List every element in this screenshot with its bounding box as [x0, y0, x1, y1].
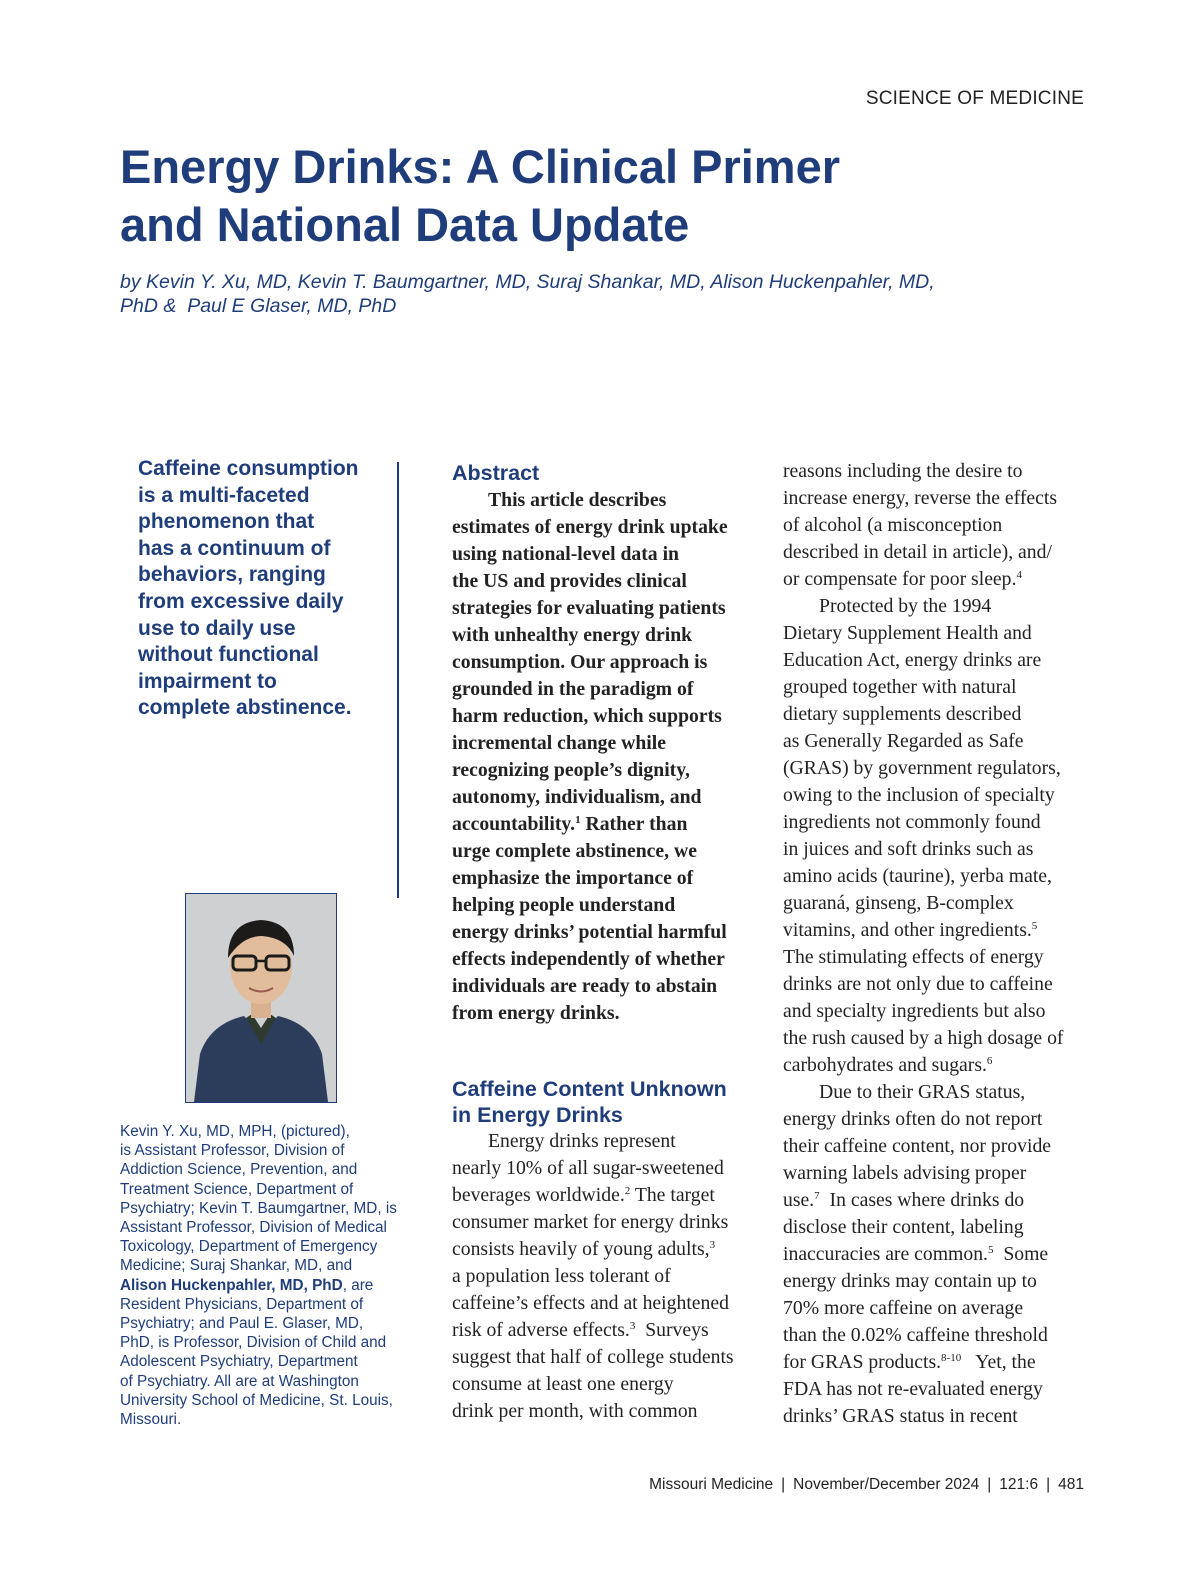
citation-ref: 6 — [986, 1055, 993, 1067]
title-line: and National Data Update — [120, 198, 690, 251]
pull-quote-line: without functional — [138, 643, 319, 667]
body-line: of alcohol (a misconception — [783, 514, 1003, 536]
body-line — [452, 1236, 752, 1263]
body-text: Yet, the — [961, 1351, 1036, 1373]
body-text: consists heavily of young adults, — [452, 1238, 710, 1260]
body-line: the rush caused by a high dosage of — [783, 1027, 1064, 1049]
section-heading-line: Caffeine Content Unknown — [452, 1077, 727, 1101]
body-line: owing to the inclusion of specialty — [783, 784, 1055, 806]
bio-line: Adolescent Psychiatry, Department — [120, 1353, 358, 1371]
body-line: consumer market for energy drinks — [452, 1211, 729, 1233]
title-line: Energy Drinks: A Clinical Primer — [120, 140, 841, 193]
body-line: a population less tolerant of — [452, 1265, 671, 1287]
pull-quote-line: has a continuum of — [138, 536, 331, 560]
bio-line: Kevin Y. Xu, MD, MPH, (pictured), — [120, 1123, 350, 1140]
body-line: dietary supplements described — [783, 703, 1022, 725]
bio-line: Psychiatry; and Paul E. Glaser, MD, — [120, 1315, 364, 1333]
footer-volume: 121:6 — [999, 1476, 1039, 1493]
body-line: nearly 10% of all sugar-sweetened — [452, 1157, 724, 1179]
body-line — [783, 566, 1093, 593]
bio-line — [120, 1276, 432, 1295]
bio-text: , are — [342, 1276, 374, 1294]
body-text: risk of adverse effects. — [452, 1319, 630, 1341]
author-bio — [120, 1122, 432, 1429]
body-line: Dietary Supplement Health and — [783, 622, 1032, 644]
citation-ref: 3 — [629, 1320, 636, 1332]
body-line: (GRAS) by government regulators, — [783, 757, 1061, 779]
pull-quote-line: impairment to — [138, 669, 277, 693]
section-heading-line: in Energy Drinks — [452, 1103, 623, 1127]
byline-line: PhD & Paul E Glaser, MD, PhD — [120, 295, 397, 317]
body-line — [783, 1349, 1093, 1376]
body-line: drinks’ GRAS status in recent — [783, 1405, 1018, 1427]
body-line: their caffeine content, nor provide — [783, 1135, 1052, 1157]
body-line: than the 0.02% caffeine threshold — [783, 1324, 1048, 1346]
body-line: drink per month, with common — [452, 1400, 698, 1422]
body-line: in juices and soft drinks such as — [783, 838, 1034, 860]
abstract-line: estimates of energy drink uptake — [452, 516, 728, 538]
abstract-line: recognizing people’s dignity, — [452, 759, 690, 781]
body-line: caffeine’s effects and at heightened — [452, 1292, 729, 1314]
abstract-body — [452, 487, 752, 1027]
citation-ref: 3 — [709, 1239, 716, 1251]
abstract-line: emphasize the importance of — [452, 867, 694, 889]
abstract-line: autonomy, individualism, and — [452, 786, 702, 808]
body-line: energy drinks often do not report — [783, 1108, 1043, 1130]
body-line — [783, 917, 1093, 944]
abstract-text: accountability. — [452, 813, 576, 835]
pull-quote-line: from excessive daily — [138, 589, 344, 613]
body-line: ingredients not commonly found — [783, 811, 1041, 833]
bio-line: PhD, is Professor, Division of Child and — [120, 1334, 387, 1352]
abstract-line: individuals are ready to abstain — [452, 975, 718, 997]
bio-line: Missouri. — [120, 1411, 182, 1429]
article-title — [120, 138, 1020, 254]
section-label: SCIENCE OF MEDICINE — [865, 88, 1084, 109]
byline — [120, 270, 1040, 318]
body-line: described in detail in article), and/ — [783, 541, 1052, 563]
bio-line: Medicine; Suraj Shankar, MD, and — [120, 1257, 353, 1275]
body-line: disclose their content, labeling — [783, 1216, 1024, 1238]
abstract-line: with unhealthy energy drink — [452, 624, 693, 646]
body-text: for GRAS products. — [783, 1351, 942, 1373]
bio-line: Treatment Science, Department of — [120, 1180, 354, 1198]
section-heading — [452, 1076, 752, 1128]
citation-ref: 4 — [1016, 569, 1022, 581]
pull-quote-line: complete abstinence. — [138, 696, 352, 720]
page-footer — [649, 1476, 1084, 1494]
body-text: carbohydrates and sugars. — [783, 1054, 987, 1076]
body-line: energy drinks may contain up to — [783, 1270, 1037, 1292]
author-portrait-icon — [186, 894, 336, 1102]
body-text: beverages worldwide. — [452, 1184, 625, 1206]
body-line — [452, 1317, 752, 1344]
body-line: reasons including the desire to — [783, 460, 1023, 482]
abstract-line — [452, 811, 752, 838]
footer-separator: | — [987, 1476, 992, 1493]
abstract-line: effects independently of whether — [452, 948, 725, 970]
body-text: Some — [993, 1243, 1049, 1265]
citation-ref: 8-10 — [941, 1352, 962, 1364]
body-line — [783, 1187, 1093, 1214]
pull-quote-line: behaviors, ranging — [138, 563, 326, 587]
footer-issue-date: November/December 2024 — [793, 1476, 980, 1493]
citation-ref: 7 — [814, 1190, 820, 1202]
body-text: or compensate for poor sleep. — [783, 568, 1017, 590]
abstract-heading: Abstract — [452, 461, 540, 485]
pull-quote-divider — [397, 462, 399, 898]
citation-ref: 5 — [987, 1244, 994, 1256]
bio-line: Addiction Science, Prevention, and — [120, 1161, 358, 1179]
body-line: 70% more caffeine on average — [783, 1297, 1024, 1319]
body-line: guaraná, ginseng, B-complex — [783, 892, 1014, 914]
abstract-line: harm reduction, which supports — [452, 705, 722, 727]
citation-ref: 2 — [624, 1185, 631, 1197]
middle-column — [452, 460, 752, 1425]
body-text: The target — [630, 1184, 715, 1206]
body-line: FDA has not re-evaluated energy — [783, 1378, 1043, 1400]
section-body — [452, 1128, 752, 1425]
byline-line: by Kevin Y. Xu, MD, Kevin T. Baumgartner, MD, Suraj Shankar, MD, Alison Huckenpahler, MD, — [120, 271, 935, 293]
body-line: warning labels advising proper — [783, 1162, 1027, 1184]
body-line: as Generally Regarded as Safe — [783, 730, 1024, 752]
pull-quote-line: phenomenon that — [138, 510, 315, 534]
body-line: suggest that half of college students — [452, 1346, 734, 1368]
body-line — [783, 1052, 1093, 1079]
author-photo — [185, 893, 337, 1103]
footer-journal: Missouri Medicine — [649, 1476, 774, 1493]
abstract-line: the US and provides clinical — [452, 570, 687, 592]
body-text: In cases where drinks do — [819, 1189, 1025, 1211]
body-line: Protected by the 1994 — [819, 595, 992, 617]
body-line — [452, 1182, 752, 1209]
bio-line: University School of Medicine, St. Louis, — [120, 1391, 393, 1409]
body-text: vitamins, and other ingredients. — [783, 919, 1032, 941]
body-text: use. — [783, 1189, 815, 1211]
abstract-line: from energy drinks. — [452, 1002, 620, 1024]
bio-line: Toxicology, Department of Emergency — [120, 1238, 378, 1256]
body-line: The stimulating effects of energy — [783, 946, 1044, 968]
bio-line: is Assistant Professor, Division of — [120, 1142, 345, 1160]
abstract-line: urge complete abstinence, we — [452, 840, 697, 862]
abstract-text: Rather than — [580, 813, 688, 835]
body-line: Education Act, energy drinks are — [783, 649, 1042, 671]
footer-page-number: 481 — [1058, 1476, 1084, 1493]
bio-bold-name: Alison Huckenpahler, MD, PhD — [120, 1276, 343, 1294]
pull-quote-line: Caffeine consumption — [138, 457, 359, 480]
abstract-line: using national-level data in — [452, 543, 679, 565]
pull-quote — [138, 456, 388, 722]
abstract-line: strategies for evaluating patients — [452, 597, 726, 619]
abstract-line: grounded in the paradigm of — [452, 678, 694, 700]
body-line: grouped together with natural — [783, 676, 1017, 698]
abstract-line: helping people understand — [452, 894, 676, 916]
abstract-line: This article describes — [488, 489, 667, 511]
bio-line: Psychiatry; Kevin T. Baumgartner, MD, is — [120, 1199, 397, 1217]
abstract-line: energy drinks’ potential harmful — [452, 921, 727, 943]
body-text: inaccuracies are common. — [783, 1243, 988, 1265]
footer-separator: | — [781, 1476, 786, 1493]
abstract-line: incremental change while — [452, 732, 666, 754]
footer-separator: | — [1046, 1476, 1051, 1493]
pull-quote-line: use to daily use — [138, 616, 296, 640]
right-column — [783, 458, 1093, 1430]
body-text: Surveys — [635, 1319, 709, 1341]
citation-ref: 5 — [1031, 920, 1038, 932]
bio-line: Resident Physicians, Department of — [120, 1295, 364, 1313]
abstract-line: consumption. Our approach is — [452, 651, 708, 673]
body-line — [783, 1241, 1093, 1268]
body-line: Due to their GRAS status, — [819, 1081, 1026, 1103]
citation-ref: 1 — [575, 814, 581, 826]
body-line: consume at least one energy — [452, 1373, 674, 1395]
body-line: drinks are not only due to caffeine — [783, 973, 1053, 995]
body-line: amino acids (taurine), yerba mate, — [783, 865, 1052, 887]
bio-line: Assistant Professor, Division of Medical — [120, 1219, 387, 1237]
bio-line: of Psychiatry. All are at Washington — [120, 1372, 359, 1390]
body-line: Energy drinks represent — [488, 1130, 676, 1152]
pull-quote-line: is a multi-faceted — [138, 483, 310, 507]
body-line: and specialty ingredients but also — [783, 1000, 1046, 1022]
body-line: increase energy, reverse the effects — [783, 487, 1058, 509]
